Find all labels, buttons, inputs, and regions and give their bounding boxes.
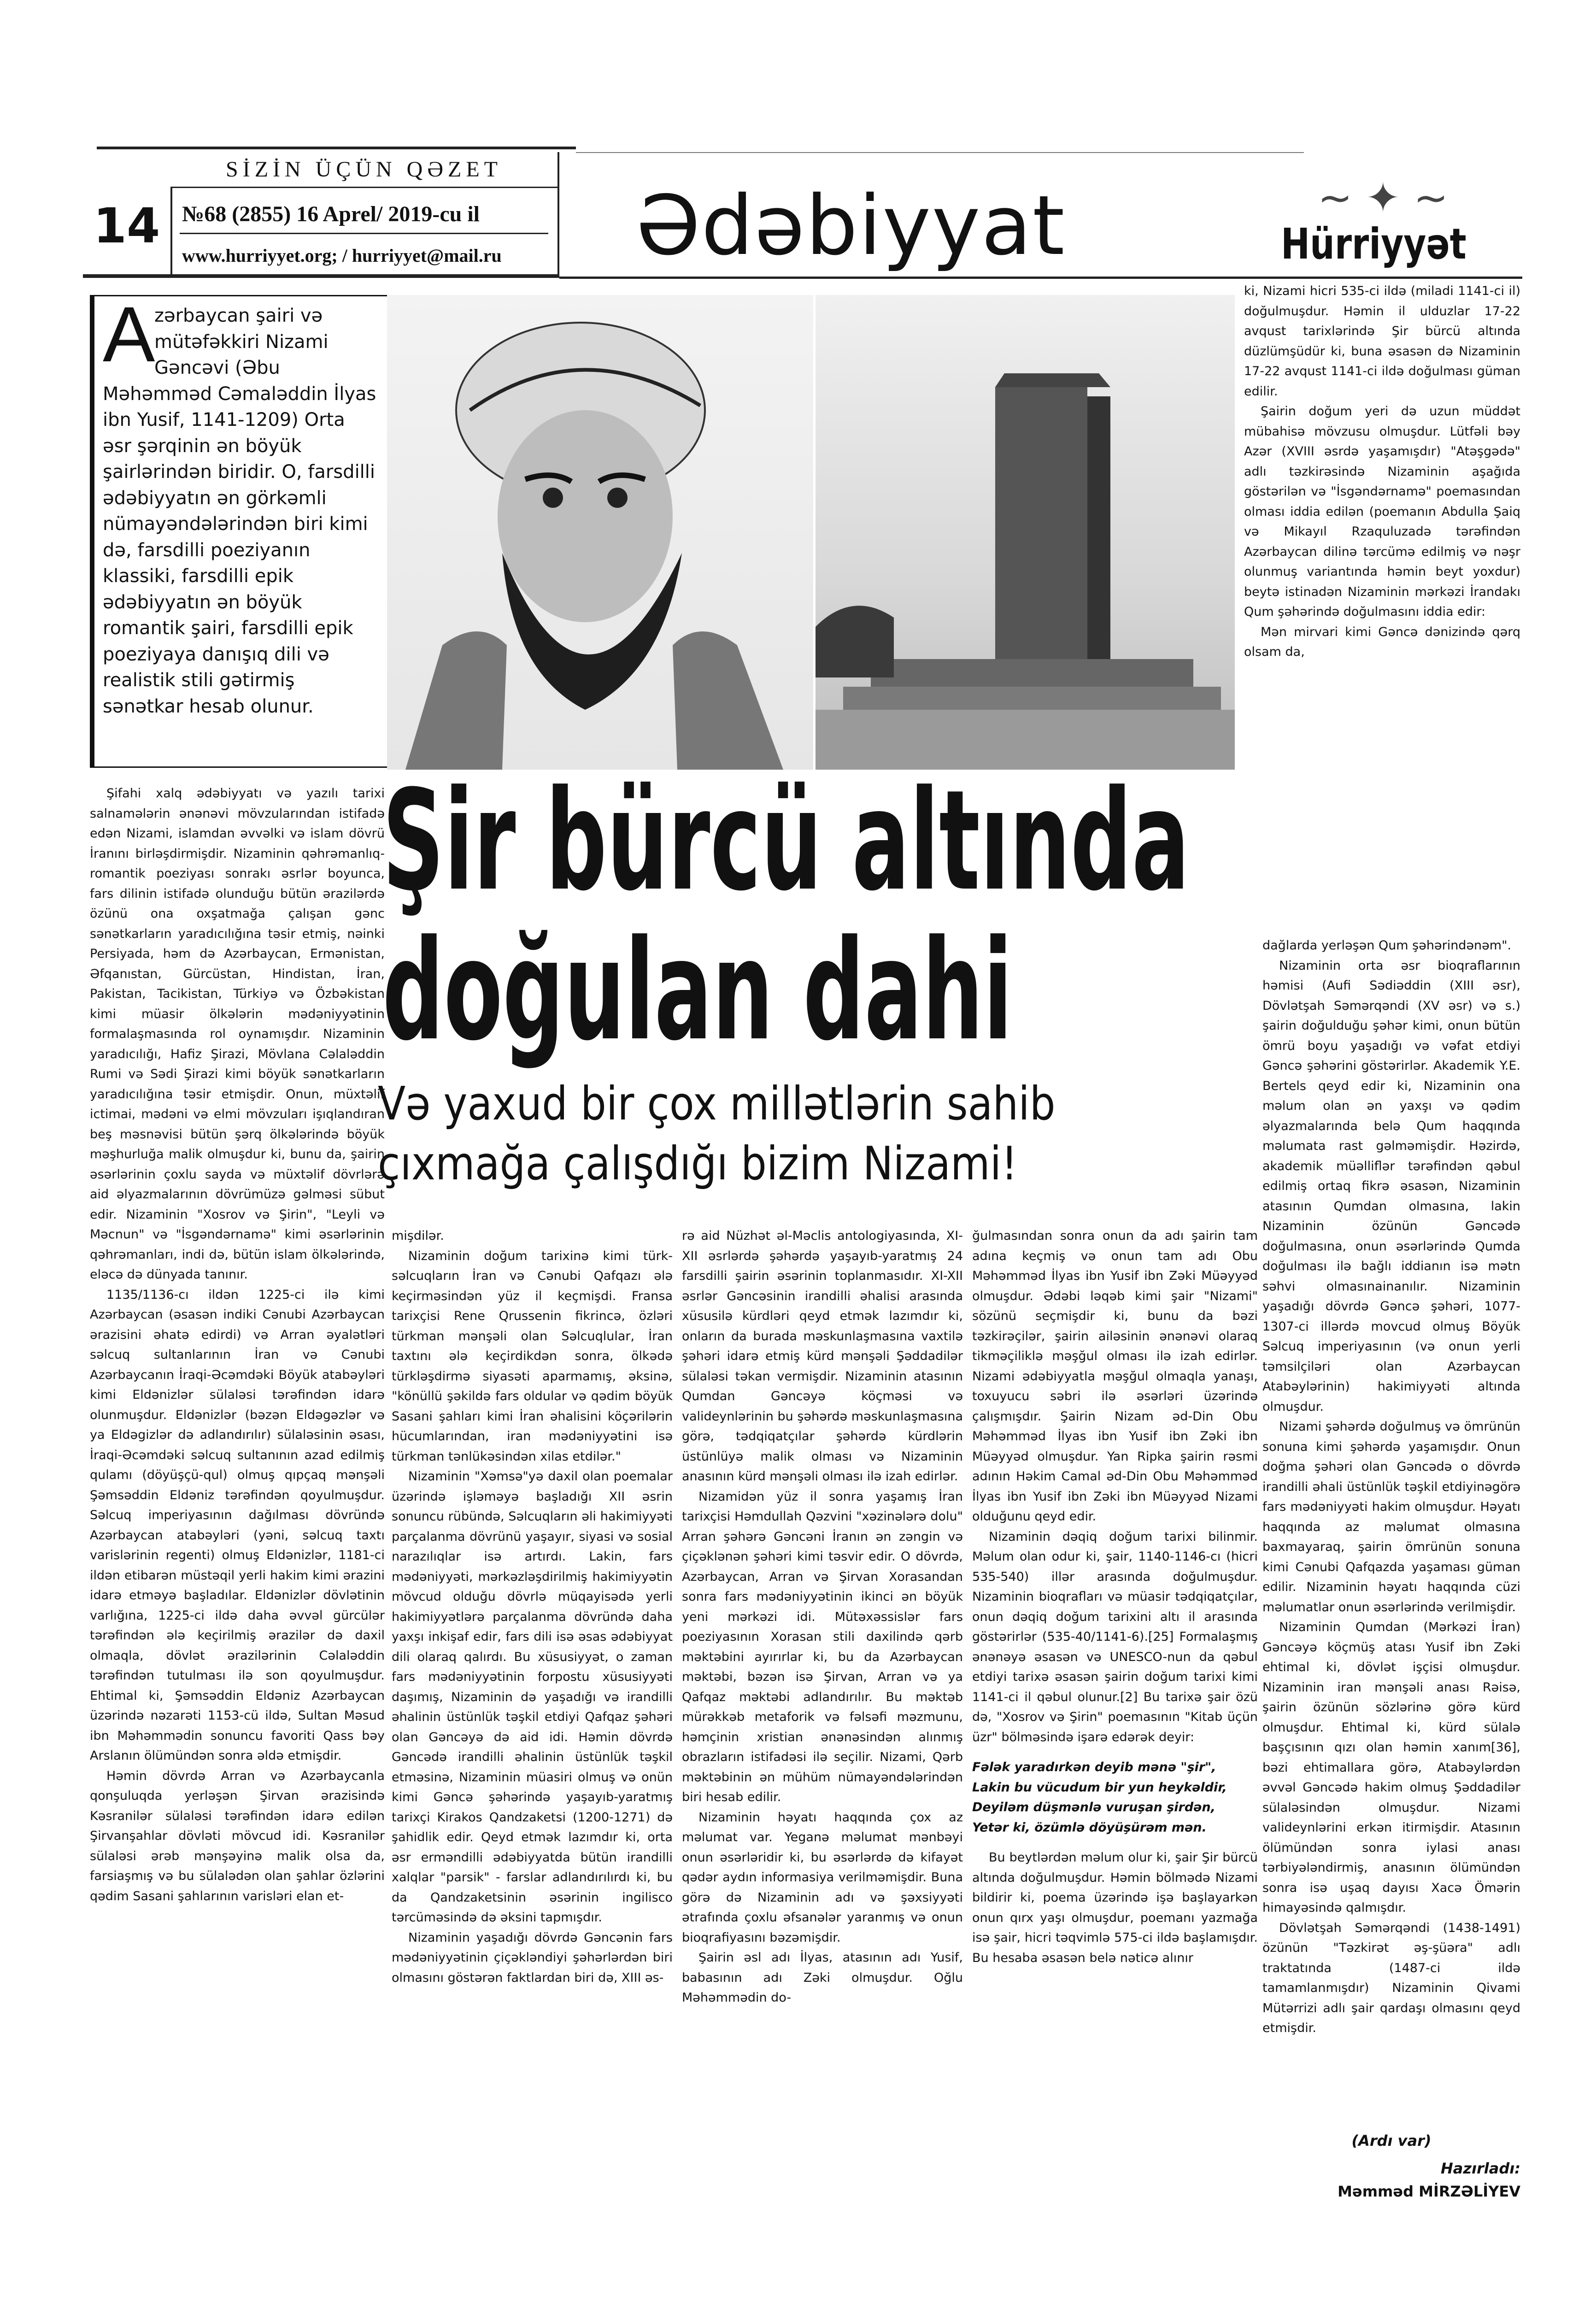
poem-line: Lakin bu vücudum bir yun heykəldir,: [972, 1780, 1227, 1795]
headline-subtitle-2: çıxmağa çalışdığı bizim Nizami!: [378, 1137, 1018, 1190]
intro-drop-cap: A: [103, 295, 155, 378]
mausoleum-illustration: [816, 295, 1235, 770]
headline-line2: doğulan dahi: [382, 910, 1013, 1071]
col2-paragraph: Nizaminin "Xəmsə"yə daxil olan poemalar üzərində işləməyə başladığı XII əsrin sonuncu rübündə, Səlcuqların əli hakimiyyəti parçalanma dövrünü yaşayır, siyasi və sosial narazılıqlar isə artırdı. Lakin, fars mədəniyyəti, mərkəzləşdirilmiş hakimiyyətin mövcud olduğu dövrlə müqayisədə yerli hakimiyyətlərə parçalanma dövründə daha yaxşı inkişaf edir, fars dili isə əsas ədəbiyyat dili olaraq qalırdı. Bu xüsusiyyət, o zaman fars mədəniyyətinin forpostu xüsusiyyəti daşımış, Nizaminin də yaşadığı və irandilli əhalinin üstünlük təşkil etdiyi Qafqaz şəhəri olan Gəncəyə də aid idi. Həmin dövrdə Gəncədə irandilli əhalinin üstünlük təşkil etməsinə, Nizaminin müasiri olmuş və onün kimi Gəncə şəhərində yaşayıb-yaratmış tarixçi Kirakos Qandzaketsi (1200-1271) də şahidlik edir. Qeyd etmək lazımdır ki, orta əsr erməndilli ədəbiyyatda bütün irandilli xalqlar "parsik" - farslar adlandırılırdı ki, bu da Qandzaketsinin əsərinin ingilisco tərcüməsində də əksini tapmışdır.: [392, 1469, 673, 1925]
col2-paragraph: Nizaminin yaşadığı dövrdə Gəncənin fars mədəniyyətinin çiçəkləndiyi şəhərlərdən biri olmasını göstərən faktlardan biri də, XIII əs-: [392, 1930, 673, 1985]
intro-box: [90, 295, 389, 768]
header-subtitle: SİZİN ÜÇÜN QƏZET: [226, 157, 502, 182]
headline-line1: Şir bürcü altında: [382, 760, 1190, 921]
col3-paragraph: Şairin əsl adı İlyas, atasının adı Yusif, babasının adı Zəki olmuşdur. Oğlu Məhəmmədin do-: [682, 1950, 963, 2005]
poem-line: Fələk yaradırkən deyib mənə "şir",: [972, 1760, 1216, 1774]
intro-paragraph: zərbaycan şairi və mütəfəkkiri Nizami Gəncəvi (Əbu Məhəmməd Cəmaləddin İlyas ibn Yusif, 1141-1209) Orta əsr şərqinin ən böyük şairlərindən biridir. O, farsdilli ədəbiyyatın ən görkəmli nümayəndələrindən biri kimi də, farsdilli poeziyanın klassiki, farsdilli epik ədəbiyyatın ən böyük romantik şairi, farsdilli epik poeziyaya danışıq dili və realistik stili gətirmiş sənətkar hesab olunur.: [103, 305, 376, 717]
header-bottom-rule: [559, 277, 1522, 279]
col3-paragraph: Nizamidən yüz il sonra yaşamış İran tarixçisi Həmdullah Qəzvini "xəzinələrə dolu" Arran şəhərə Gəncəni İranın ən zəngin və çiçəklənən şəhəri kimi təsvir edir. O dövrdə, Azərbaycan, Arran və Şirvan Xorasandan sonra fars mədəniyyətinin ikinci ən böyük yeni mərkəzi idi. Mütəxəssislər fars poeziyasının Xorasan stili daxilində qərb məktəbini ayırırlar ki, bu da Azərbaycan məktəbi, bəzən isə Şirvan, Arran və ya Qafqaz məktəbi adlandırılır. Bu məktəb mürəkkəb metaforik və fəlsəfi məzmunu, həmçinin xristian ənənəsindən alınmış obrazların istifadəsi ilə seçilir. Nizami, Qərb məktəbinin ən mühüm nümayəndələrindən biri hesab edilir.: [682, 1489, 963, 1804]
logo-ornament: ~ ✦ ~: [1318, 174, 1449, 222]
prepared-by-label: Hazırladı:: [1441, 2160, 1520, 2177]
header-box-mid: [170, 187, 559, 188]
poem-line: Yetər ki, özümlə döyüşürəm mən.: [972, 1820, 1207, 1835]
portrait-illustration: [387, 295, 813, 770]
col5-paragraph: Nizaminin orta əsr bioqraflarının həmisi (Aufi Sədiəddin (XIII əsr), Dövlətşah Səmərqəndi (XV əsr) və s.) şairin doğulduğu şəhər kimi, onun bütün ömrü boyu yaşadığı və vəfat etdiyi Gəncə şəhərini göstərirlər. Akademik Y.E. Bertels qeyd edir ki, Nizaminin ona məlum olan ən yaxşı və qədim əlyazmalarında belə Qum haqqında məlumata rast gəlməmişdir. Həzirdə, akademik müəlliflər tərəfindən qəbul edilmiş ortaq fikrə əsasən, Nizaminin atasının Qumdan olmasına, lakin Nizaminin özünün Gəncədə doğulmasına, onun əsərlərində Qumda doğulması ilə bağlı iddianın isə mətn səhvi olmasınainanılır. Nizaminin yaşadığı dövrdə Gəncə şəhəri, 1077-1307-ci illərdə movcud olmuş Böyük Səlcuq imperiyasının (və onun yerli təmsilçiləri olan Azərbaycan Atabəylərinin) hakimiyyəti altında olmuşdur.: [1262, 958, 1520, 1414]
article-column-5-bottom: [1262, 936, 1520, 2120]
issue-line: №68 (2855) 16 Aprel/ 2019-cu il: [182, 202, 480, 226]
logo-text: Hürriyyət: [1281, 219, 1467, 269]
article-column-4: [972, 1226, 1258, 2263]
article-column-1: [90, 783, 385, 2263]
col2-paragraph: mişdilər.: [392, 1229, 444, 1243]
web-line: www.hurriyyet.org; / hurriyyet@mail.ru: [182, 245, 502, 266]
newspaper-logo: [1262, 166, 1502, 277]
author-name: Məmməd MİRZƏLİYEV: [1338, 2183, 1520, 2200]
nizami-portrait-photo: [387, 295, 813, 770]
col5-paragraph: Mən mirvari kimi Gəncə dənizində qərq olsam da,: [1244, 624, 1520, 659]
col1-paragraph: Şifahi xalq ədəbiyyatı və yazılı tarixi salnamələrin ənənəvi mövzularından istifadə edən Nizami, islamdan əvvəlki və islam dövrü İranını birləşdirmişdir. Nizaminin qəhrəmanlıq-romantik poeziyası sonrakı əsrlər boyunca, fars dilinin istifadə olunduğu bütün ərazilərdə özünü ona oxşatmağa çalışan gənc sənətkarların yaradıcılığına təsir etmiş, nəinki Persiyada, həm də Azərbaycan, Ermənistan, Əfqanıstan, Gürcüstan, Hindistan, İran, Pakistan, Tacikistan, Türkiyə və Özbəkistan kimi müasir ölkələrin mədəniyyətinin formalaşmasında rol oynamışdır. Nizaminin yaradıcılığı, Hafiz Şirazi, Mövlana Cəlaləddin Rumi və Sədi Şirazi kimi böyük sənətkarların yaradıcılığına təsir etmişdir. Onun, müxtəlif ictimai, mədəni və elmi mövzuları işıqlandıran beş məsnəvisi bütün şərq ölkələrində böyük məşhurluğa malik olmuşdur ki, bunu da, şairin əsərlərinin çoxlu sayda və müxtəlif dövrlərə aid əlyazmalarının dövrümüzə gəlməsi sübut edir. Nizaminin "Xosrov və Şirin", "Leyli və Məcnun" və "İsgəndərnamə" kimi əsərlərinin qəhrəmanları, indi də, bütün islam ölkələrində, eləcə də dünyada tanınır.: [90, 786, 385, 1282]
mausoleum-photo: [816, 295, 1235, 770]
article-column-2: [392, 1226, 673, 2263]
intro-text: [103, 303, 379, 764]
col5-paragraph: Şairin doğum yeri də uzun müddət mübahisə mövzusu olmuşdur. Lütfəli bəy Azər (XVIII əsrdə yaşamışdır) "Atəşgədə" adlı təzkirəsində Nizaminin aşağıda göstərilən və "İsgəndərnamə" poemasından olması iddia edilən (poemanın Abdulla Şaiq və Mikayıl Rzaquluzadə tərəfindən Azərbaycan dilinə tərcümə edilmiş və nəşr olunmuş variantında həmin beyt yoxdur) beytə istinadən Nizaminin mərkəzi İrandakı Qum şəhərində doğulmasını iddia edir:: [1244, 404, 1520, 619]
headline-subtitle-1: Və yaxud bir çox millətlərin sahib: [378, 1077, 1056, 1131]
col4-paragraph: Bu beytlərdən məlum olur ki, şair Şir bürcü altında doğulmuşdur. Həmin bölmədə Nizami bildirir ki, poema üzərində işə başlayarkən onun qırx yaşı olmuşdur, poemanı yazmağa isə şair, hicri təqvimlə 575-ci ildə başlamışdır. Bu hesaba əsasən belə nəticə alınır: [972, 1850, 1258, 1965]
col1-paragraph: 1135/1136-cı ildən 1225-ci ilə kimi Azərbaycan (əsasən indiki Cənubi Azərbaycan ərazisini əhatə edirdi) və Arran əyalətləri səlcuq sultanlarının İran və Cənubi Azərbaycanın İraqi-Əcəmdəki Böyük atabəyləri kimi Eldənizlər sülaləsi tərəfindən idarə olunmuşdur. Eldənizlər (bəzən Eldəgəzlər və ya Eldəgizlər də adlandırılır) sülaləsinin əsası, İraqi-Əcəmdəki səlcuq sultanının azad edilmiş qulamı (döyüşçü-qul) olmuş qıpçaq mənşəli Şəmsəddin Eldəniz tərəfindən qoyulmuşdur. Səlcuq imperiyasının dağılması dövründə Azərbaycan atabəyləri (yəni, səlcuq taxtı varislərinin regenti) olmuş Eldənizlər, 1181-ci ildən etibarən müstəqil yerli hakim kimi ərazini idarə etməyə başladılar. Eldənizlər dövlətinin varlığına, 1225-ci ildə daha əvvəl gürcülər tərəfindən ələ keçirilmiş ərazilər də daxil olmaqla, dövlət ərazilərinin Cəlaləddin tərəfindən tutulması ilə son qoyulmuşdur. Ehtimal ki, Şəmsəddin Eldəniz Azərbaycan üzərində nəzarəti 1153-cü ildə, Sultan Məsud ibn Məhəmmədin sonuncu favoriti Qass bəy Arslanın ölümündən sonra əldə etmişdir.: [90, 1287, 385, 1763]
col5-paragraph: Nizaminin Qumdan (Mərkəzi İran) Gəncəyə köçmüş atası Yusif ibn Zəki ehtimal ki, dövlət işçisi olmuşdur. Nizaminin iran mənşəli anası Rəisə, şairin özünün sözlərinə görə kürd olmuşdur. Ehtimal ki, kürd sülalə başçısının qızı olan həmin xanım[36], bəzi ehtimallara görə, Atabəylərdən əvvəl Gəncədə hakim olmuş Şəddadilər sülaləsindən olmuşdur. Nizami valideynlərini erkən itirmişdir. Atasının ölümündən sonra iylasi anası tərbiyələndirmiş, anasının ölümündən sonra isə uşaq dayısı Xacə Ömərin himayəsində qalmışdır.: [1262, 1620, 1520, 1915]
col4-paragraph: Nizaminin dəqiq doğum tarixi bilinmir. Məlum olan odur ki, şair, 1140-1146-cı (hicri 535-540) illər arasında doğulmuşdur. Nizaminin bioqrafları və müasir tədqiqatçılar, onun dəqiq doğum tarixini altı il arasında göstərirlər (535-40/1141-6).[25] Formalaşmış ənənəyə əsasən və UNESCO-nun da qəbul etdiyi tarixə əsasən şairin doğum tarixi kimi 1141-ci il qəbul olunur.[2] Bu tarixə şair özü də, "Xosrov və Şirin" poemasının "Kitab üçün üzr" bölməsində işarə edərək deyir:: [972, 1529, 1258, 1744]
poem-line: Deyiləm düşmənlə vuruşan şirdən,: [972, 1800, 1215, 1814]
col3-paragraph: Nizaminin həyatı haqqında çox az məlumat var. Yeganə məlumat mənbəyi onun əsərləridir ki, bu əsərlərdə də kifayət qədər aydın informasiya verilməmişdir. Buna görə də Nizaminin adı və şəxsiyyəti ətrafında çoxlu əfsanələr yaranmış və onun bioqrafiyasını bəzəmişdir.: [682, 1810, 963, 1945]
article-column-5-top: [1244, 281, 1520, 779]
continued-note: (Ardı var): [1351, 2132, 1432, 2150]
header-box-bottom: [83, 274, 559, 278]
page-number: 14: [93, 198, 160, 254]
col2-paragraph: Nizaminin doğum tarixinə kimi türk-səlcuqların İran və Cənubi Qafqazı ələ keçirməsindən yüz il keçmişdi. Fransa tarixçisi Rene Qrussenin fikrincə, özləri türkman mənşəli olan Səlcuqlular, İran taxtını ələ keçirdikdən sonra, ölkədə türkləşdirmə siyasəti aparmamış, əksinə, "könüllü şəkildə fars oldular və qədim böyük Sasani şahları kimi İran əhalisini köçərilərin hücumlarından, iran mədəniyyətini isə türkman tənlükəsindən xilas etdilər.": [392, 1249, 673, 1464]
col5-paragraph: Dövlətşah Səmərqəndi (1438-1491) özünün "Təzkirət əş-şüəra" adlı traktatında (1487-ci ildə tamamlanmışdır) Nizaminin Qivami Mütərrizi adlı şair qardaşı olmasını qeyd etmişdir.: [1262, 1920, 1520, 2035]
header-box-left: [170, 187, 172, 274]
article-column-3: [682, 1226, 963, 2263]
section-title: Ədəbiyyat: [636, 178, 1066, 273]
header-box-divider: [180, 233, 548, 234]
col5-paragraph: Nizami şəhərdə doğulmuş və ömrünün sonuna kimi şəhərdə yaşamışdır. Onun doğma şəhəri olan Gəncədə o dövrdə irandilli əhali üstünlük təşkil etdiyinəgörə fars mədəniyyəti hakim olmuşdur. Həyatı haqqında az məlumat olmasına baxmayaraq, şairin ömrünün sonuna kimi Cənubi Qafqazda yaşaması güman edilir. Nizaminin həyatı haqqında cüzi məlumatlar onun əsərlərində verilmişdir.: [1262, 1419, 1520, 1614]
poem-block: [972, 1757, 1258, 1838]
col5-paragraph: ki, Nizami hicri 535-ci ildə (miladi 1141-ci il) doğulmuşdur. Həmin il ulduzlar 17-22 avqust tarixlərində Şir bürcü altında düzlümşüdür ki, buna əsasən də Nizaminin 17-22 avqust 1141-ci ildə doğulması güman edilir.: [1244, 284, 1520, 399]
col4-paragraph: ğulmasından sonra onun da adı şairin tam adına keçmiş və onun tam adı Obu Məhəmməd İlyas ibn Yusif ibn Zəki Müəyyəd olmuşdur. Ədəbi ləqəb kimi şair "Nizami" sözünü seçmişdir ki, bunu da bəzi təzkirəçilər, şairin ailəsinin ənənəvi olaraq tikməçiliklə məşğul olması ilə izah edirlər. Nizami ədəbiyyatla məşğul olmaqla yanaşı, toxuyucu səbri ilə əsərləri üzərində çalışmışdır. Şairin Nizam əd-Din Obu Məhəmməd İlyas ibn Yusif ibn Zəki ibn Müəyyəd olmuşdur. Yan Ripka şairin rəsmi adının Həkim Camal əd-Din Obu Məhəmməd İlyas ibn Yusif ibn Zəki ibn Müəyyəd Nizami olduğunu qeyd edir.: [972, 1229, 1258, 1524]
header-top-rule-right: [576, 152, 1304, 153]
header-top-rule: [97, 147, 576, 149]
col1-paragraph: Həmin dövrdə Arran və Azərbaycanla qonşuluqda yerləşən Şirvan ərazisində Kəsranilər sülaləsi tərəfindən idarə edilən Şirvanşahlar dövləti mövcud idi. Kəsranilər sülaləsi ərəb mənşəyinə malik olsa da, farsiaşmış və bu sülalədən olan şahlar özlərini qədim Sasani şahlarının varisləri elan et-: [90, 1768, 385, 1903]
header-box-right: [557, 152, 559, 274]
col5-paragraph: dağlarda yerləşən Qum şəhərindənəm".: [1262, 938, 1512, 953]
col3-paragraph: rə aid Nüzhət əl-Məclis antologiyasında, XI-XII əsrlərdə şəhərdə yaşayıb-yaratmış 24 farsdilli şairin əsərinin toplanmasıdır. XI-XII əsrlər Gəncəsinin irandilli əhalisi arasında xüsusilə kürdləri qeyd etmək lazımdır ki, onların da burada məskunlaşmasına vaxtilə şəhəri idarə etmiş kürd mənşəli Şəddadilər sülaləsi təkan vermişdir. Nizaminin atasının Qumdan Gəncəyə köçməsi və valideynlərinin bu şəhərdə məskunlaşmasına görə, tədqiqatçılar şəhərdə kürdlərin üstünlüyə malik olması və Nizaminin anasının kürd mənşəli olması ilə izah edirlər.: [682, 1229, 963, 1484]
